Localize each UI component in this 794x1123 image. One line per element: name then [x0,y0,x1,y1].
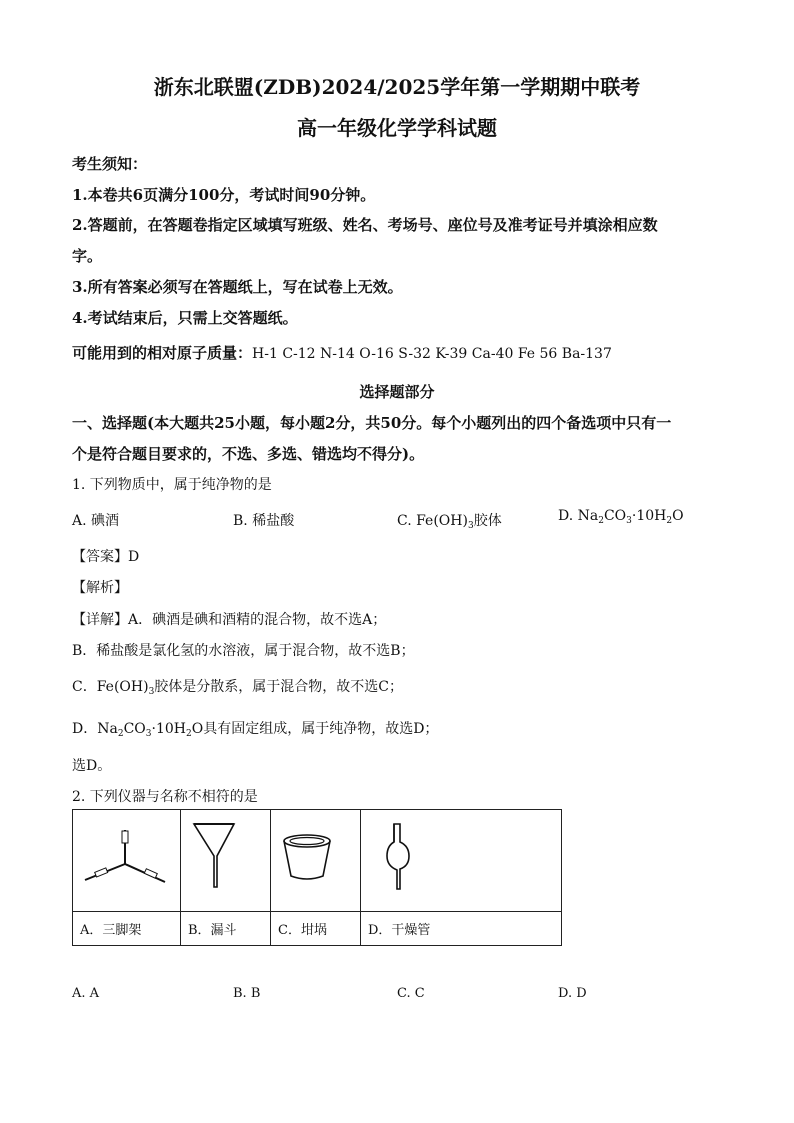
crucible-icon [271,810,360,911]
section-instruction-line2: 个是符合题目要求的，不选、多选、错选均不得分)。 [72,445,425,463]
tripod-cell [73,810,181,912]
funnel-icon [181,810,270,911]
q1-analysis-label: 【解析】 [72,580,128,596]
notice-item-1: 1.本卷共6页满分100分，考试时间90分钟。 [72,186,376,204]
crucible-cell [271,810,361,912]
q2-option-b: B. B [233,986,261,1001]
q1-detail-c: C．$Fe(OH)_3$胶体是分散系，属于混合物，故不选C； [72,679,404,697]
q1-detail-b: B．稀盐酸是氯化氢的水溶液，属于混合物，故不选B； [72,643,415,659]
q2-stem: 2. 下列仪器与名称不相符的是 [72,789,258,805]
exam-title-line1: 浙东北联盟(ZDB)2024/2025学年第一学期期中联考 [153,75,641,99]
q1-option-c: C. $Fe(OH)_3$胶体 [397,513,502,531]
caption-b: B．漏斗 [181,912,271,946]
q1-detail-d: D．$Na_2CO_3\cdot 10H_2O$具有固定组成，属于纯净物，故选D； [72,721,439,739]
atomic-mass-line [72,342,612,363]
q1-conclusion: 选D。 [72,758,112,774]
notice-item-2-cont: 字。 [72,247,103,265]
q1-option-b: B. 稀盐酸 [233,513,295,529]
q1-answer: 【答案】D [72,549,140,565]
caption-a: A．三脚架 [73,912,181,946]
drying-tube-icon [361,810,561,911]
q1-stem: 1. 下列物质中，属于纯净物的是 [72,477,272,493]
q2-instrument-table [72,809,562,946]
notice-heading: 考生须知： [72,155,148,173]
notice-item-4: 4.考试结束后，只需上交答题纸。 [72,309,298,327]
q1-option-a: A. 碘酒 [72,513,120,529]
q2-option-d: D. D [558,986,587,1001]
section-title: 选择题部分 [359,383,435,401]
atomic-mass-values: H-1 C-12 N-14 O-16 S-32 K-39 Ca-40 Fe 56 Ba-137 [252,346,612,362]
atomic-mass-label: 可能用到的相对原子质量： [72,344,253,362]
caption-d: D．干燥管 [361,912,562,946]
notice-item-2: 2.答题前，在答题卷指定区域填写班级、姓名、考场号、座位号及准考证号并填涂相应数 [72,216,658,234]
section-instruction-line1: 一、选择题(本大题共25小题，每小题2分，共50分。每个小题列出的四个备选项中只有一 [72,414,672,432]
q2-option-a: A. A [72,986,100,1001]
notice-item-3: 3.所有答案必须写在答题纸上，写在试卷上无效。 [72,278,403,296]
q1-detail-a: 【详解】A．碘酒是碘和酒精的混合物，故不选A； [72,612,387,628]
q1-option-d: D. $Na_2CO_3\cdot 10H_2O$ [558,508,684,526]
funnel-cell [181,810,271,912]
tripod-icon [73,810,180,911]
drying-tube-cell [361,810,562,912]
exam-title-line2: 高一年级化学学科试题 [297,116,497,140]
caption-c: C．坩埚 [271,912,361,946]
q2-option-c: C. C [397,986,425,1001]
